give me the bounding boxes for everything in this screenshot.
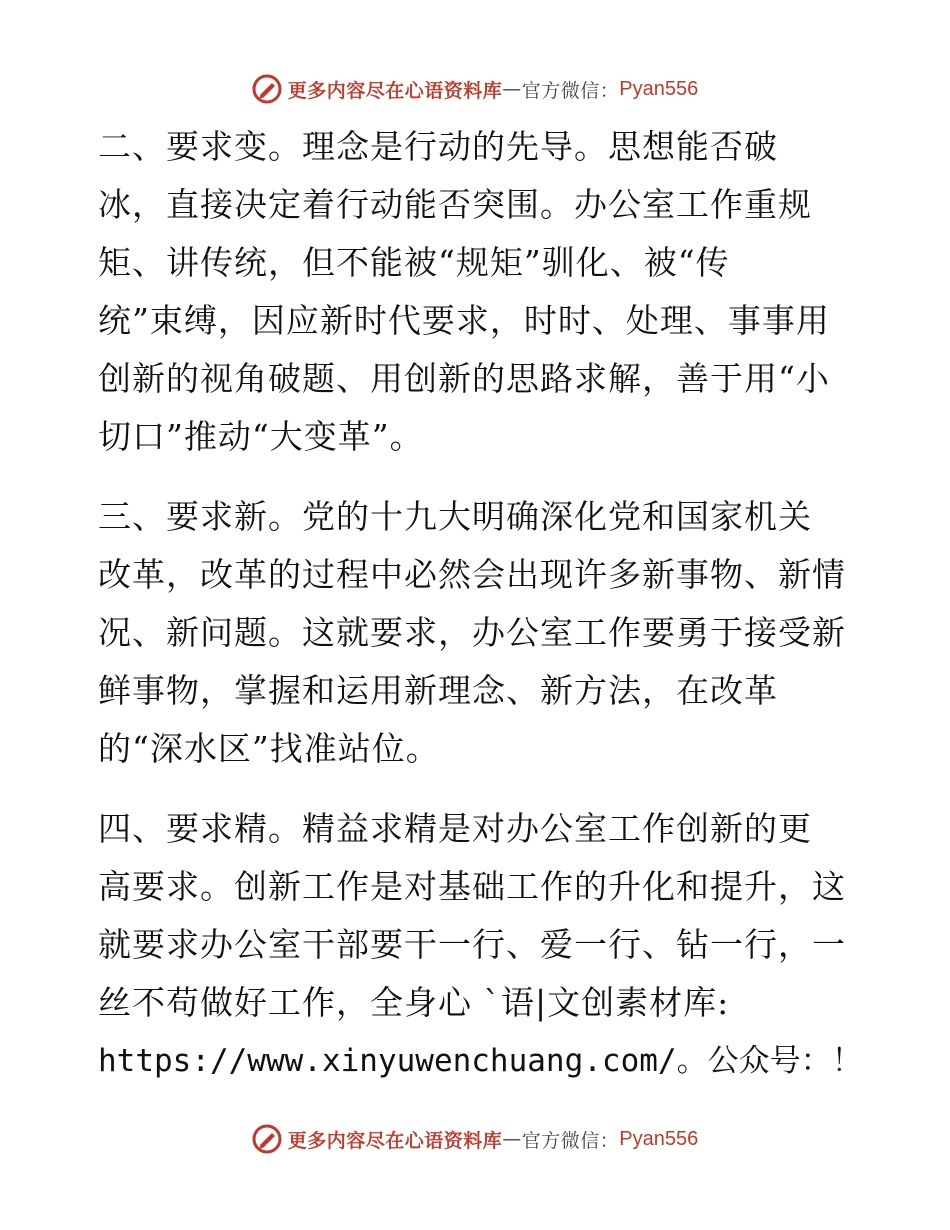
text-line: 四、要求精。精益求精是对办公室工作创新的更: [98, 809, 812, 848]
website-url-line: https://www.xinyuwenchuang.com/。公众号：！: [98, 1043, 863, 1079]
text-line: 高要求。创新工作是对基础工作的升化和提升，这: [98, 867, 846, 906]
text-line: 矩、讲传统，但不能被“规矩”驯化、被“传: [98, 243, 730, 282]
brand-logo-icon: [252, 74, 282, 104]
document-body: [98, 118, 863, 1112]
paragraph-3: [98, 488, 858, 778]
text-line: 切口”推动“大变革”。: [98, 417, 424, 456]
wechat-label: 官方微信：: [521, 1129, 620, 1152]
wechat-id: Pyan556: [619, 1127, 699, 1150]
text-line: 鲜事物，掌握和运用新理念、新方法，在改革: [98, 671, 778, 710]
brand-logo-icon: [252, 1124, 282, 1154]
wechat-id: Pyan556: [619, 77, 699, 100]
text-line: 就要求办公室干部要干一行、爱一行、钻一行，一: [98, 925, 846, 964]
text-line: 冰，直接决定着行动能否突围。办公室工作重规: [98, 185, 812, 224]
text-line: 改革，改革的过程中必然会出现许多新事物、新情: [98, 555, 846, 594]
text-line: 况、新问题。这就要求，办公室工作要勇于接受新: [98, 613, 846, 652]
brand-text: 更多内容尽在心语资料库: [287, 1129, 503, 1152]
text-line: 的“深水区”找准站位。: [98, 729, 440, 768]
wechat-label: 官方微信：: [521, 79, 620, 102]
text-line: 创新的视角破题、用创新的思路求解，善于用“小: [98, 359, 830, 398]
text-line: 统”束缚，因应新时代要求，时时、处理、事事用: [98, 301, 830, 340]
brand-text: 更多内容尽在心语资料库: [287, 79, 503, 102]
paragraph-2: [98, 118, 858, 466]
header-watermark: [0, 72, 950, 106]
brand-separator: —: [502, 1128, 522, 1150]
text-line: 丝不苟做好工作，全身心 `语|文创素材库:: [98, 983, 730, 1022]
brand-separator: —: [502, 78, 522, 100]
paragraph-4: [98, 800, 863, 1090]
text-line: 三、要求新。党的十九大明确深化党和国家机关: [98, 497, 812, 536]
text-line: 二、要求变。理念是行动的先导。思想能否破: [98, 127, 778, 166]
footer-watermark: [0, 1122, 950, 1156]
